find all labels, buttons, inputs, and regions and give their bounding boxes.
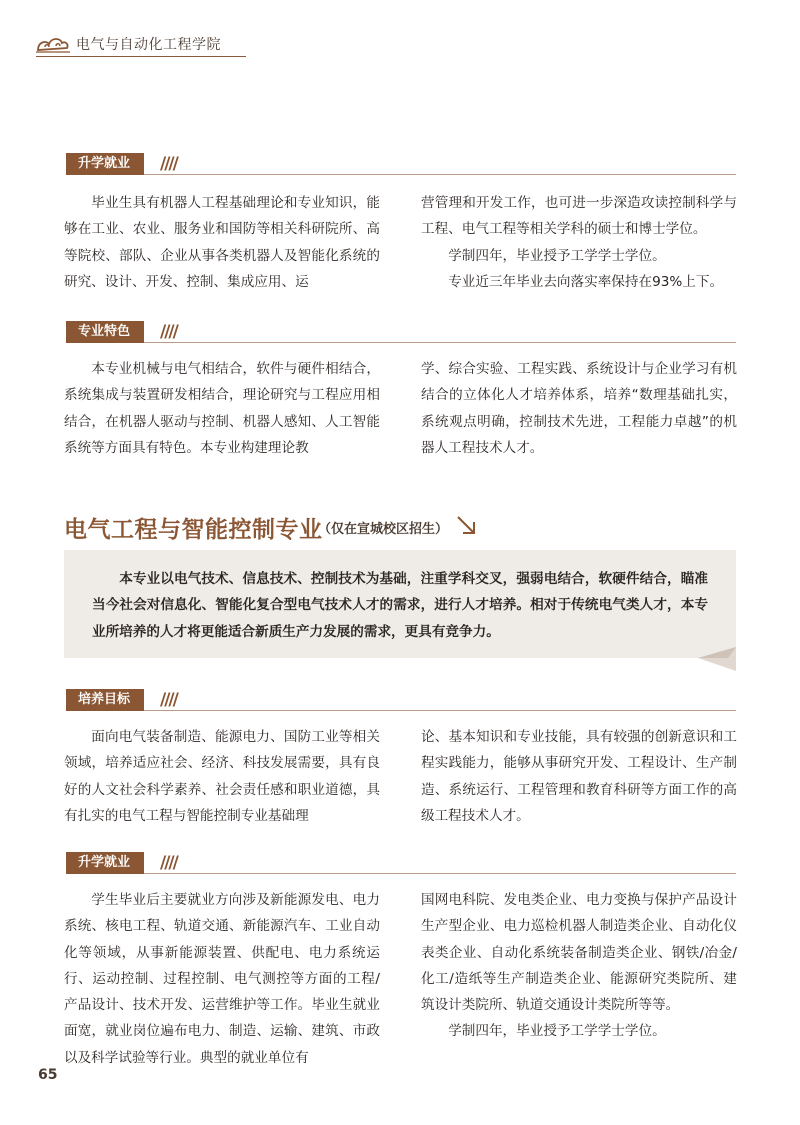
- section2-right-column: [421, 356, 737, 461]
- header-rule: [36, 56, 246, 57]
- paragraph: 本专业机械与电气相结合，软件与硬件相结合，系统集成与装置研发相结合，理论研究与工程应用相结合，在机器人驱动与控制、机器人感知、人工智能系统等方面具有特色。本专业构建理论教: [64, 361, 380, 456]
- major-title: 电气工程与智能控制专业: [64, 517, 323, 543]
- section3-right-column: [421, 724, 737, 829]
- page-header: [36, 30, 246, 56]
- page-fold-decoration: [698, 647, 736, 671]
- section-tag-label: 升学就业: [66, 852, 144, 874]
- section4-left-column: [64, 887, 380, 1071]
- paragraph: 学制四年，毕业授予工学学士学位。: [448, 247, 666, 264]
- section1-right-column: [421, 190, 737, 295]
- divider: [66, 710, 736, 711]
- divider: [66, 174, 736, 175]
- slash-decoration: ////: [160, 853, 177, 873]
- major-intro-text: 本专业以电气技术、信息技术、控制技术为基础，注重学科交叉，强弱电结合，软硬件结合，瞄准当今社会对信息化、智能化复合型电气技术人才的需求，进行人才培养。相对于传统电气类人才，本专业所培养的人才将更能适合新质生产力发展的需求，更具有竞争力。: [92, 571, 708, 640]
- paragraph: 专业近三年毕业去向落实率保持在93%上下。: [448, 273, 724, 290]
- section-tag-label: 专业特色: [66, 321, 144, 343]
- slash-decoration: ////: [160, 690, 177, 710]
- section-tag-label: 升学就业: [66, 153, 144, 175]
- section4-right-column: [421, 887, 737, 1045]
- paragraph: 营管理和开发工作，也可进一步深造攻读控制科学与工程、电气工程等相关学科的硕士和博士学位。: [421, 195, 737, 238]
- slash-decoration: ////: [160, 154, 177, 174]
- paragraph: 毕业生具有机器人工程基础理论和专业知识，能够在工业、农业、服务业和国防等相关科研院所、高等院校、部队、企业从事各类机器人及智能化系统的研究、设计、开发、控制、集成应用、运: [64, 195, 380, 290]
- paragraph: 论、基本知识和专业技能，具有较强的创新意识和工程实践能力，能够从事研究开发、工程设计、生产制造、系统运行、工程管理和教育科研等方面工作的高级工程技术人才。: [421, 729, 737, 824]
- page-number: 65: [38, 1067, 58, 1083]
- header-title: 电气与自动化工程学院: [76, 37, 221, 53]
- section1-left-column: [64, 190, 380, 295]
- paragraph: 学生毕业后主要就业方向涉及新能源发电、电力系统、核电工程、轨道交通、新能源汽车、工业自动化等领域，从事新能源装置、供配电、电力系统运行、运动控制、过程控制、电气测控等方面的工程/产品设计、技术开发、运营维护等工作。毕业生就业面宽，就业岗位遍布电力、制造、运输、建筑、市政以及科学试验等行业。典型的就业单位有: [64, 892, 380, 1066]
- paragraph: 学、综合实验、工程实践、系统设计与企业学习有机结合的立体化人才培养体系，培养“数理基础扎实，系统观点明确，控制技术先进，工程能力卓越”的机器人工程技术人才。: [421, 361, 737, 456]
- section2-left-column: [64, 356, 380, 461]
- major-intro-box: [64, 550, 736, 658]
- section-tag-label: 培养目标: [66, 689, 144, 711]
- cloud-scroll-icon: [36, 32, 70, 54]
- divider: [66, 873, 736, 874]
- divider: [66, 342, 736, 343]
- paragraph: 面向电气装备制造、能源电力、国防工业等相关领域，培养适应社会、经济、科技发展需要，具有良好的人文社会科学素养、社会责任感和职业道德，具有扎实的电气工程与智能控制专业基础理: [64, 729, 380, 824]
- paragraph: 学制四年，毕业授予工学学士学位。: [448, 1023, 666, 1040]
- paragraph: 国网电科院、发电类企业、电力变换与保护产品设计生产型企业、电力巡检机器人制造类企业、自动化仪表类企业、自动化系统装备制造类企业、钢铁/冶金/化工/造纸等生产制造类企业、能源研究类院所、建筑设计类院所、轨道交通设计类院所等等。: [421, 892, 737, 1014]
- slash-decoration: ////: [160, 322, 177, 342]
- section3-left-column: [64, 724, 380, 829]
- arrow-down-right-icon: [455, 514, 477, 536]
- major-note: （仅在宣城校区招生）: [318, 522, 449, 537]
